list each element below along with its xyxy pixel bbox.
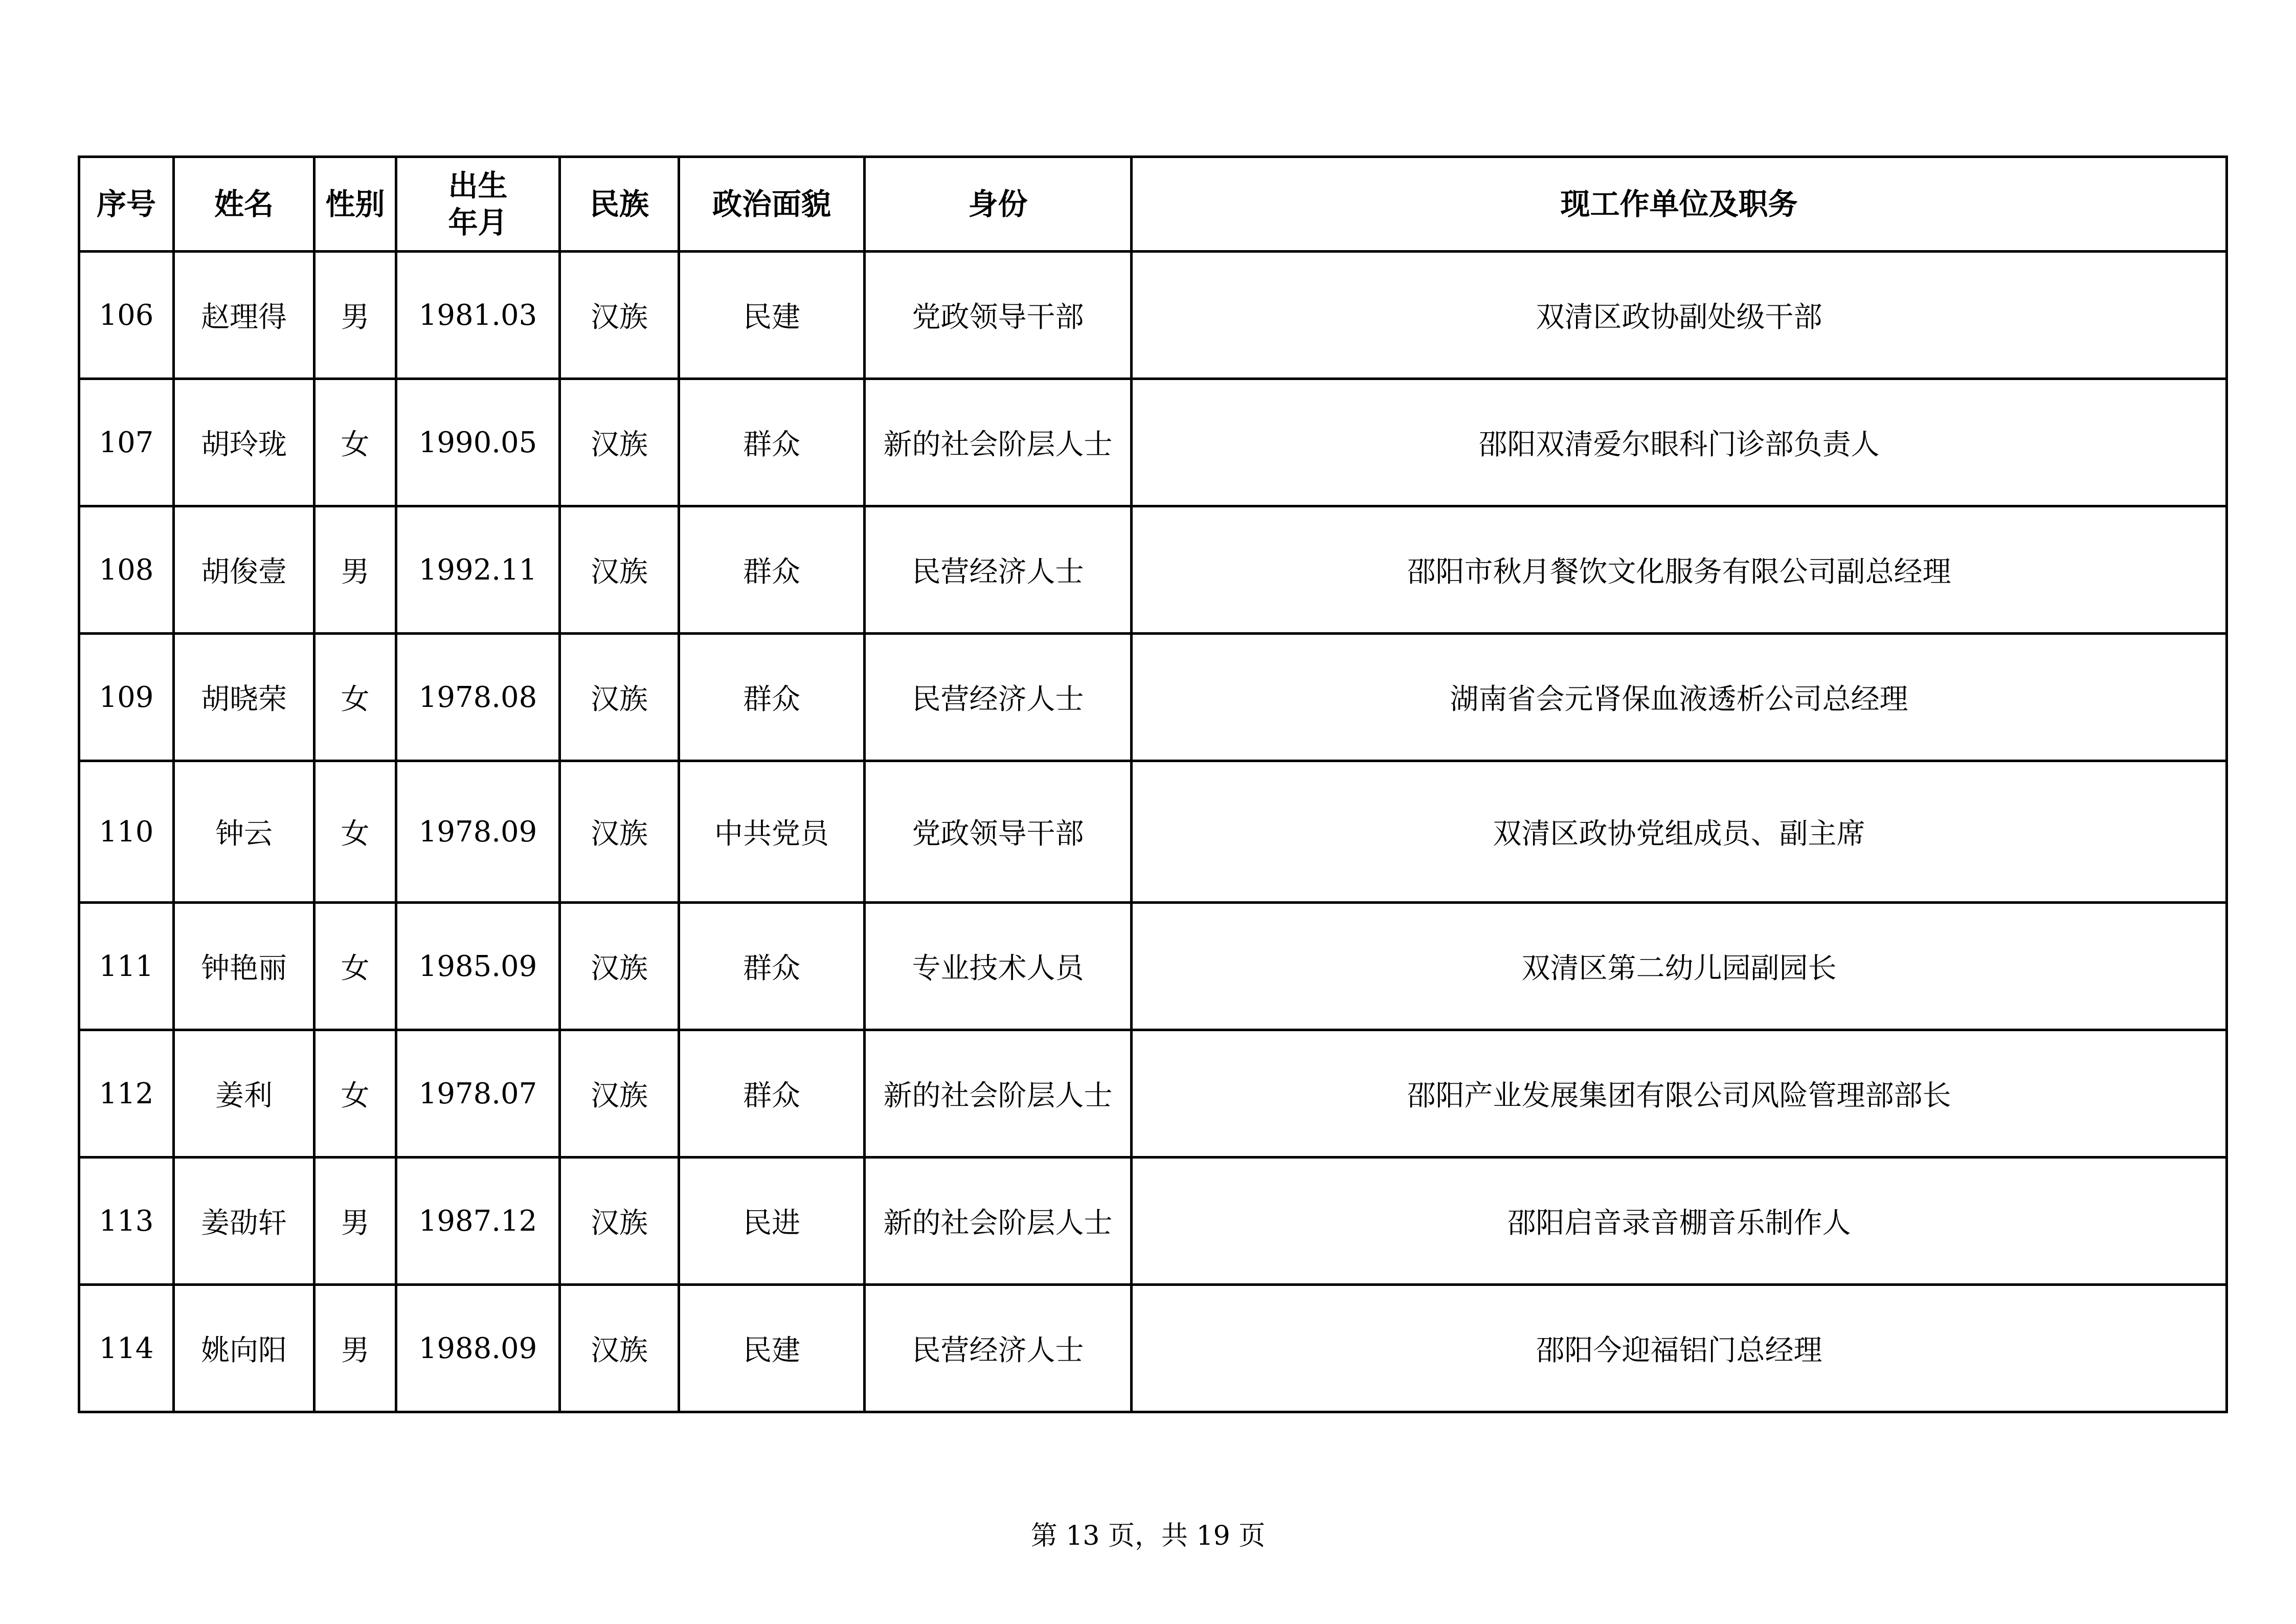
cell-birth: 1988.09 xyxy=(396,1285,560,1412)
cell-name: 胡俊壹 xyxy=(174,506,314,634)
cell-birth: 1978.09 xyxy=(396,761,560,903)
cell-identity: 新的社会阶层人士 xyxy=(865,1030,1132,1158)
roster-sheet xyxy=(78,155,2225,1413)
header-gender: 性别 xyxy=(314,157,396,252)
table-row xyxy=(79,506,2227,634)
cell-ethnicity: 汉族 xyxy=(560,1158,679,1285)
cell-political: 群众 xyxy=(679,1030,865,1158)
cell-identity: 民营经济人士 xyxy=(865,634,1132,761)
table-row xyxy=(79,761,2227,903)
cell-seq: 109 xyxy=(79,634,174,761)
cell-name: 赵理得 xyxy=(174,252,314,379)
table-row xyxy=(79,1285,2227,1412)
cell-ethnicity: 汉族 xyxy=(560,1030,679,1158)
cell-ethnicity: 汉族 xyxy=(560,506,679,634)
cell-seq: 111 xyxy=(79,903,174,1030)
header-birth-line1: 出生 xyxy=(448,168,508,203)
cell-identity: 民营经济人士 xyxy=(865,506,1132,634)
cell-workplace: 邵阳产业发展集团有限公司风险管理部部长 xyxy=(1132,1030,2227,1158)
cell-workplace: 邵阳双清爱尔眼科门诊部负责人 xyxy=(1132,379,2227,506)
cell-political: 民建 xyxy=(679,1285,865,1412)
cell-gender: 女 xyxy=(314,1030,396,1158)
table-row xyxy=(79,903,2227,1030)
cell-ethnicity: 汉族 xyxy=(560,379,679,506)
cell-gender: 男 xyxy=(314,1285,396,1412)
cell-identity: 新的社会阶层人士 xyxy=(865,379,1132,506)
cell-political: 群众 xyxy=(679,634,865,761)
cell-birth: 1985.09 xyxy=(396,903,560,1030)
cell-political: 群众 xyxy=(679,506,865,634)
cell-identity: 新的社会阶层人士 xyxy=(865,1158,1132,1285)
cell-gender: 女 xyxy=(314,903,396,1030)
cell-birth: 1978.08 xyxy=(396,634,560,761)
cell-birth: 1981.03 xyxy=(396,252,560,379)
cell-political: 中共党员 xyxy=(679,761,865,903)
cell-workplace: 邵阳启音录音棚音乐制作人 xyxy=(1132,1158,2227,1285)
header-workplace: 现工作单位及职务 xyxy=(1132,157,2227,252)
header-row xyxy=(79,157,2227,252)
cell-ethnicity: 汉族 xyxy=(560,252,679,379)
header-ethnicity: 民族 xyxy=(560,157,679,252)
cell-political: 民进 xyxy=(679,1158,865,1285)
cell-seq: 114 xyxy=(79,1285,174,1412)
cell-identity: 民营经济人士 xyxy=(865,1285,1132,1412)
cell-name: 钟云 xyxy=(174,761,314,903)
table-row xyxy=(79,634,2227,761)
header-birth xyxy=(396,157,560,252)
cell-gender: 男 xyxy=(314,252,396,379)
cell-political: 民建 xyxy=(679,252,865,379)
cell-gender: 女 xyxy=(314,379,396,506)
cell-workplace: 邵阳市秋月餐饮文化服务有限公司副总经理 xyxy=(1132,506,2227,634)
cell-workplace: 双清区政协党组成员、副主席 xyxy=(1132,761,2227,903)
cell-gender: 男 xyxy=(314,506,396,634)
cell-birth: 1987.12 xyxy=(396,1158,560,1285)
header-identity: 身份 xyxy=(865,157,1132,252)
header-political: 政治面貌 xyxy=(679,157,865,252)
cell-gender: 女 xyxy=(314,634,396,761)
cell-birth: 1978.07 xyxy=(396,1030,560,1158)
cell-name: 胡玲珑 xyxy=(174,379,314,506)
table-row xyxy=(79,1158,2227,1285)
cell-political: 群众 xyxy=(679,379,865,506)
table-row xyxy=(79,379,2227,506)
cell-identity: 专业技术人员 xyxy=(865,903,1132,1030)
cell-name: 姜利 xyxy=(174,1030,314,1158)
cell-identity: 党政领导干部 xyxy=(865,761,1132,903)
cell-seq: 112 xyxy=(79,1030,174,1158)
cell-name: 胡晓荣 xyxy=(174,634,314,761)
cell-name: 姚向阳 xyxy=(174,1285,314,1412)
cell-seq: 107 xyxy=(79,379,174,506)
cell-seq: 113 xyxy=(79,1158,174,1285)
table-row xyxy=(79,1030,2227,1158)
header-seq: 序号 xyxy=(79,157,174,252)
cell-ethnicity: 汉族 xyxy=(560,1285,679,1412)
cell-seq: 108 xyxy=(79,506,174,634)
roster-table xyxy=(78,155,2228,1413)
header-birth-line2: 年月 xyxy=(448,205,508,240)
cell-workplace: 双清区第二幼儿园副园长 xyxy=(1132,903,2227,1030)
header-name: 姓名 xyxy=(174,157,314,252)
cell-gender: 女 xyxy=(314,761,396,903)
cell-seq: 106 xyxy=(79,252,174,379)
cell-ethnicity: 汉族 xyxy=(560,903,679,1030)
cell-ethnicity: 汉族 xyxy=(560,761,679,903)
cell-name: 钟艳丽 xyxy=(174,903,314,1030)
cell-ethnicity: 汉族 xyxy=(560,634,679,761)
cell-workplace: 邵阳今迎福铝门总经理 xyxy=(1132,1285,2227,1412)
page-number-footer: 第 13 页，共 19 页 xyxy=(1030,1521,1266,1551)
cell-political: 群众 xyxy=(679,903,865,1030)
cell-workplace: 湖南省会元肾保血液透析公司总经理 xyxy=(1132,634,2227,761)
cell-gender: 男 xyxy=(314,1158,396,1285)
table-row xyxy=(79,252,2227,379)
cell-identity: 党政领导干部 xyxy=(865,252,1132,379)
cell-birth: 1990.05 xyxy=(396,379,560,506)
cell-name: 姜劭轩 xyxy=(174,1158,314,1285)
cell-birth: 1992.11 xyxy=(396,506,560,634)
cell-workplace: 双清区政协副处级干部 xyxy=(1132,252,2227,379)
cell-seq: 110 xyxy=(79,761,174,903)
